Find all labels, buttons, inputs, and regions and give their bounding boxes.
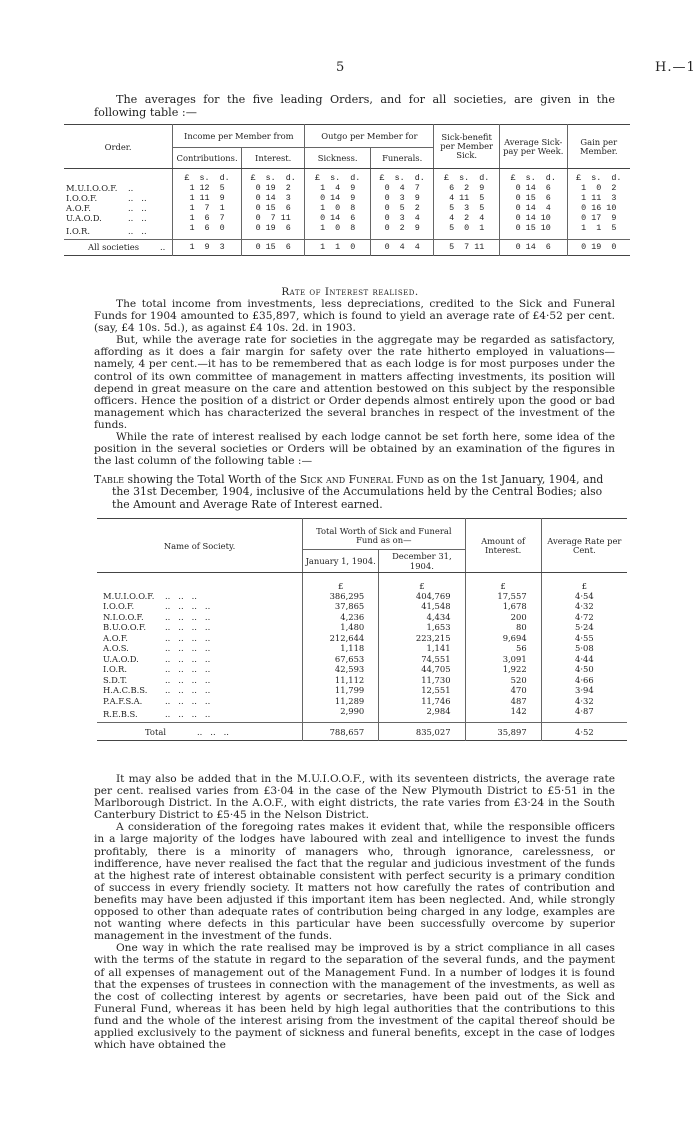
leader-dots: .. — [128, 182, 134, 193]
cell-dec: 404,769 — [379, 591, 465, 602]
society-name: I.O.O.F. — [103, 601, 135, 612]
cell-sickness: 0 14 9 — [305, 193, 371, 203]
unit-label: £ s. d. — [434, 169, 500, 183]
cell-funerals: 0 3 9 — [370, 193, 433, 203]
cell-interest: 0 14 3 — [241, 193, 304, 203]
order-name: M.U.I.O.O.F. — [66, 182, 118, 193]
cell-jan: 37,865 — [303, 601, 379, 612]
table-row — [97, 591, 627, 602]
cell-gain: 1 0 2 — [567, 183, 630, 193]
cell-avg-sick-pay: 0 14 4 — [499, 203, 567, 213]
intro-paragraph: The averages for the five leading Orders, and for all societies, are given in the following table :— — [94, 93, 615, 119]
society-name-cell — [97, 601, 303, 612]
cell-sickness: 1 0 8 — [305, 223, 371, 240]
table-row — [97, 633, 627, 644]
table-row — [97, 612, 627, 623]
cell-rate: 4·54 — [541, 591, 627, 602]
table-row — [64, 223, 630, 240]
table-row — [64, 213, 630, 223]
leader-dots: .. .. .. — [165, 590, 197, 601]
cell-jan: 2,990 — [303, 706, 379, 723]
col-total-worth-group: Total Worth of Sick and Funeral Fund as on— — [303, 519, 465, 550]
paragraph: But, while the average rate for societies in the aggregate may be regarded as satisfactory, affording as it does a fair margin for safety over the rate hitherto employed in valuations—namely, 4 per cent.—it has to be remembered that as each lodge is for most purposes under the control of its own committee of management in matters affecting investments, its position will depend in great measure on the care and attention bestowed on this subject by the responsible officers. Hence the position of a district or Order depends almost entirely upon the good or bad management which has characterized the several branches in respect of the investment of the funds. — [94, 334, 615, 431]
cell-contributions: 1 7 1 — [173, 203, 242, 213]
table-row — [97, 664, 627, 675]
leader-dots: .. .. .. .. — [165, 695, 211, 706]
cell-jan: 11,799 — [303, 685, 379, 696]
page-number: 5 — [336, 60, 345, 75]
currency-label: £ — [379, 573, 465, 591]
paragraph: It may also be added that in the M.U.I.O.O.F., with its seventeen districts, the average rate per cent. realised varies from £3·04 in the case of the New Plymouth District to £5·51 in the Marlborough District. In the A.O.F., with eight districts, the rate varies from £3·24 in the South Canterbury District to £5·45 in the Nelson District. — [94, 773, 615, 822]
cell-sickness: 0 14 6 — [305, 213, 371, 223]
table-row — [64, 183, 630, 193]
cell-interest: 0 15 6 — [241, 203, 304, 213]
total-avg-sick-pay: 0 14 6 — [499, 239, 567, 255]
total-worth-table — [97, 518, 627, 741]
cell-rate: 4·87 — [541, 706, 627, 723]
cell-avg-sick-pay: 0 14 10 — [499, 213, 567, 223]
cell-dec: 44,705 — [379, 664, 465, 675]
total-label: Total — [145, 726, 167, 737]
order-name-cell — [64, 193, 173, 203]
cell-jan: 212,644 — [303, 633, 379, 644]
cell-gain: 0 17 9 — [567, 213, 630, 223]
caption-fund: Sick and Funeral Fund — [299, 473, 424, 486]
col-dec-1904: December 31, 1904. — [379, 550, 465, 573]
leader-dots: .. .. .. .. — [165, 653, 211, 664]
leader-dots: .. .. .. .. — [165, 709, 211, 719]
total-row — [64, 239, 630, 255]
total-name-cell — [64, 239, 173, 255]
cell-interest: 0 7 11 — [241, 213, 304, 223]
col-sick-benefit: Sick-benefit per Member Sick. — [434, 125, 500, 169]
cell-contributions: 1 6 7 — [173, 213, 242, 223]
cell-gain: 1 1 5 — [567, 223, 630, 240]
unit-label: £ s. d. — [305, 169, 371, 183]
society-name-cell — [97, 622, 303, 633]
cell-amount: 487 — [465, 696, 541, 707]
cell-rate: 4·50 — [541, 664, 627, 675]
cell-dec: 1,653 — [379, 622, 465, 633]
col-avg-sick-pay: Average Sick-pay per Week. — [499, 125, 567, 169]
society-name-cell — [97, 612, 303, 623]
cell-jan: 42,593 — [303, 664, 379, 675]
leader-dots: .. .. .. .. — [165, 601, 211, 612]
total-sick-benefit: 5 7 11 — [434, 239, 500, 255]
cell-rate: 3·94 — [541, 685, 627, 696]
society-name: P.A.F.S.A. — [103, 695, 143, 706]
leader-dots: .. .. .. .. — [165, 611, 211, 622]
cell-dec: 223,215 — [379, 633, 465, 644]
total-jan: 788,657 — [303, 723, 379, 741]
cell-amount: 80 — [465, 622, 541, 633]
table-row — [97, 685, 627, 696]
leader-dots: .. .. .. .. — [165, 622, 211, 633]
cell-jan: 11,289 — [303, 696, 379, 707]
cell-rate: 4·32 — [541, 601, 627, 612]
society-name: M.U.I.O.O.F. — [103, 590, 155, 601]
body-section-2 — [94, 773, 615, 1051]
society-name: U.A.O.D. — [103, 653, 139, 664]
cell-jan: 11,112 — [303, 675, 379, 686]
cell-contributions: 1 11 9 — [173, 193, 242, 203]
caption-lead: Table — [94, 473, 125, 486]
cell-dec: 41,548 — [379, 601, 465, 612]
unit-label: £ s. d. — [173, 169, 242, 183]
table-row — [97, 675, 627, 686]
cell-rate: 4·55 — [541, 633, 627, 644]
cell-dec: 12,551 — [379, 685, 465, 696]
col-income-group: Income per Member from — [173, 125, 305, 148]
cell-contributions: 1 6 0 — [173, 223, 242, 240]
col-order: Order. — [64, 125, 173, 169]
cell-sick-benefit: 6 2 9 — [434, 183, 500, 193]
table-row — [64, 193, 630, 203]
table-row — [64, 203, 630, 213]
leader-dots: .. .. .. .. — [165, 674, 211, 685]
unit-label: £ s. d. — [499, 169, 567, 183]
caption-text: as on the 1st January, 1904, and the 31st December, 1904, inclusive of the Accumulations held by the Central Bodies; also the Amount and Average Rate of Interest earned. — [112, 473, 604, 511]
society-name: R.E.B.S. — [103, 709, 138, 719]
table-row — [97, 654, 627, 665]
society-name-cell — [97, 696, 303, 707]
cell-dec: 2,984 — [379, 706, 465, 723]
leader-dots: .. .. — [128, 192, 147, 203]
cell-sickness: 1 4 9 — [305, 183, 371, 193]
cell-rate: 4·44 — [541, 654, 627, 665]
total-interest: 0 15 6 — [241, 239, 304, 255]
cell-amount: 470 — [465, 685, 541, 696]
society-name-cell — [97, 633, 303, 644]
cell-amount: 17,557 — [465, 591, 541, 602]
cell-rate: 4·66 — [541, 675, 627, 686]
society-name-cell — [97, 654, 303, 665]
total-dec: 835,027 — [379, 723, 465, 741]
cell-amount: 200 — [465, 612, 541, 623]
society-name: A.O.F. — [103, 632, 128, 643]
society-name: I.O.R. — [103, 664, 127, 675]
cell-jan: 1,480 — [303, 622, 379, 633]
cell-amount: 3,091 — [465, 654, 541, 665]
society-name-cell — [97, 664, 303, 675]
cell-avg-sick-pay: 0 14 6 — [499, 183, 567, 193]
cell-sick-benefit: 5 0 1 — [434, 223, 500, 240]
cell-amount: 9,694 — [465, 633, 541, 644]
col-gain: Gain per Member. — [567, 125, 630, 169]
cell-dec: 4,434 — [379, 612, 465, 623]
society-name: S.D.T. — [103, 674, 128, 685]
paragraph: A consideration of the foregoing rates makes it evident that, while the responsible officers in a large majority of the lodges have laboured with zeal and intelligence to invest the funds profitably, there is a minority of managers who, through ignorance, carelessness, or indifference, have never realised the fact that the regular and judicious investment of the funds at the highest rate of interest obtainable consistent with perfect security is a primary condition of success in every friendly society. It matters not how carefully the rates of contribution and benefits may have been adjusted if this important item has been neglected. And, while strongly opposed to other than adequate rates of contribution being charged in any lodge, examples are not wanting where defects in this particular have been successfully overcome by superior management in the investment of the funds. — [94, 821, 615, 943]
unit-label: £ s. d. — [370, 169, 433, 183]
society-name-cell — [97, 591, 303, 602]
cell-dec: 74,551 — [379, 654, 465, 665]
cell-amount: 1,678 — [465, 601, 541, 612]
cell-sick-benefit: 4 11 5 — [434, 193, 500, 203]
order-name: I.O.O.F. — [66, 192, 98, 203]
cell-jan: 386,295 — [303, 591, 379, 602]
order-name-cell — [64, 223, 173, 240]
order-name: U.A.O.D. — [66, 212, 102, 223]
cell-funerals: 0 4 7 — [370, 183, 433, 193]
unit-label: £ s. d. — [567, 169, 630, 183]
table-row — [97, 696, 627, 707]
total-name-cell — [97, 723, 303, 741]
currency-label: £ — [541, 573, 627, 591]
cell-jan: 1,118 — [303, 643, 379, 654]
unit-label: £ s. d. — [241, 169, 304, 183]
leader-dots: .. — [160, 242, 166, 252]
total-rate: 4·52 — [541, 723, 627, 741]
society-name: N.I.O.O.F. — [103, 611, 144, 622]
cell-dec: 11,730 — [379, 675, 465, 686]
table-row — [97, 643, 627, 654]
cell-rate: 5·24 — [541, 622, 627, 633]
cell-amount: 520 — [465, 675, 541, 686]
leader-dots: .. .. .. .. — [165, 685, 211, 696]
cell-sickness: 1 0 8 — [305, 203, 371, 213]
col-jan-1904: January 1, 1904. — [303, 550, 379, 573]
cell-funerals: 0 2 9 — [370, 223, 433, 240]
cell-amount: 142 — [465, 706, 541, 723]
cell-gain: 1 11 3 — [567, 193, 630, 203]
cell-dec: 1,141 — [379, 643, 465, 654]
col-avg-rate: Average Rate per Cent. — [541, 519, 627, 573]
order-name: A.O.F. — [66, 202, 91, 213]
leader-dots: .. .. .. .. — [165, 643, 211, 654]
table-row — [97, 706, 627, 723]
cell-sick-benefit: 4 2 4 — [434, 213, 500, 223]
order-name-cell — [64, 183, 173, 193]
total-gain: 0 19 0 — [567, 239, 630, 255]
table-row — [97, 601, 627, 612]
col-sickness: Sickness. — [305, 148, 371, 169]
order-name-cell — [64, 213, 173, 223]
leader-dots: .. .. — [128, 212, 147, 223]
col-society: Name of Society. — [97, 519, 303, 573]
table-row — [97, 622, 627, 633]
cell-gain: 0 16 10 — [567, 203, 630, 213]
currency-label: £ — [465, 573, 541, 591]
cell-avg-sick-pay: 0 15 10 — [499, 223, 567, 240]
document-reference: H.—1 — [655, 60, 696, 75]
total-row — [97, 723, 627, 741]
society-name: H.A.C.B.S. — [103, 685, 148, 696]
total-contributions: 1 9 3 — [173, 239, 242, 255]
cell-jan: 67,653 — [303, 654, 379, 665]
leader-dots: .. .. .. .. — [165, 664, 211, 675]
cell-dec: 11,746 — [379, 696, 465, 707]
section-title: Rate of Interest realised. — [281, 286, 419, 298]
paragraph: While the rate of interest realised by each lodge cannot be set forth here, some idea of the position in the several societies or Orders will be obtained by an examination of the figures in the last column of the following table :— — [94, 431, 615, 468]
col-amount-interest: Amount of Interest. — [465, 519, 541, 573]
table2-caption — [94, 474, 615, 511]
cell-interest: 0 19 2 — [241, 183, 304, 193]
currency-label: £ — [303, 573, 379, 591]
cell-funerals: 0 5 2 — [370, 203, 433, 213]
total-amount: 35,897 — [465, 723, 541, 741]
cell-sick-benefit: 5 3 5 — [434, 203, 500, 213]
cell-contributions: 1 12 5 — [173, 183, 242, 193]
paragraph: The total income from investments, less depreciations, credited to the Sick and Funeral Funds for 1904 amounted to £35,897, which is found to yield an average rate of £4·52 per cent. (say, £4 10s. 5d.), as against £4 10s. 2d. in 1903. — [94, 298, 615, 335]
cell-rate: 4·72 — [541, 612, 627, 623]
col-contributions: Contributions. — [173, 148, 242, 169]
society-name-cell — [97, 675, 303, 686]
society-name: A.O.S. — [103, 643, 129, 654]
cell-amount: 56 — [465, 643, 541, 654]
leader-dots: .. .. — [128, 202, 147, 213]
society-name-cell — [97, 643, 303, 654]
cell-avg-sick-pay: 0 15 6 — [499, 193, 567, 203]
leader-dots: .. .. .. .. — [165, 632, 211, 643]
cell-rate: 4·32 — [541, 696, 627, 707]
cell-rate: 5·08 — [541, 643, 627, 654]
order-name: I.O.R. — [66, 225, 90, 236]
society-name-cell — [97, 685, 303, 696]
total-label: All societies — [88, 242, 140, 252]
total-sickness: 1 1 0 — [305, 239, 371, 255]
society-name: B.U.O.O.F. — [103, 622, 147, 633]
cell-interest: 0 19 6 — [241, 223, 304, 240]
cell-jan: 4,236 — [303, 612, 379, 623]
society-name-cell — [97, 706, 303, 723]
paragraph: One way in which the rate realised may be improved is by a strict compliance in all cases with the terms of the statute in regard to the separation of the several funds, and the payment of all expenses of management out of the Management Fund. In a number of lodges it is found that the expenses of trustees in connection with the management of the investments, as well as the cost of collecting interest by agents or secretaries, have been paid out of the Sick and Funeral Fund, whereas it has been held by high legal authorities that the contributions to this fund and the whole of the interest arising from the investment of the capital thereof should be applied exclusively to the payment of sickness and funeral benefits, except in the case of lodges which have obtained the — [94, 942, 615, 1052]
col-outgo-group: Outgo per Member for — [305, 125, 434, 148]
averages-table — [64, 124, 630, 256]
caption-text: showing the Total Worth of the — [124, 473, 300, 486]
body-section-1 — [94, 298, 615, 467]
leader-dots: .. .. .. — [197, 726, 229, 737]
col-interest: Interest. — [241, 148, 304, 169]
order-name-cell — [64, 203, 173, 213]
total-funerals: 0 4 4 — [370, 239, 433, 255]
cell-amount: 1,922 — [465, 664, 541, 675]
leader-dots: .. .. — [128, 225, 147, 236]
cell-funerals: 0 3 4 — [370, 213, 433, 223]
col-funerals: Funerals. — [370, 148, 433, 169]
